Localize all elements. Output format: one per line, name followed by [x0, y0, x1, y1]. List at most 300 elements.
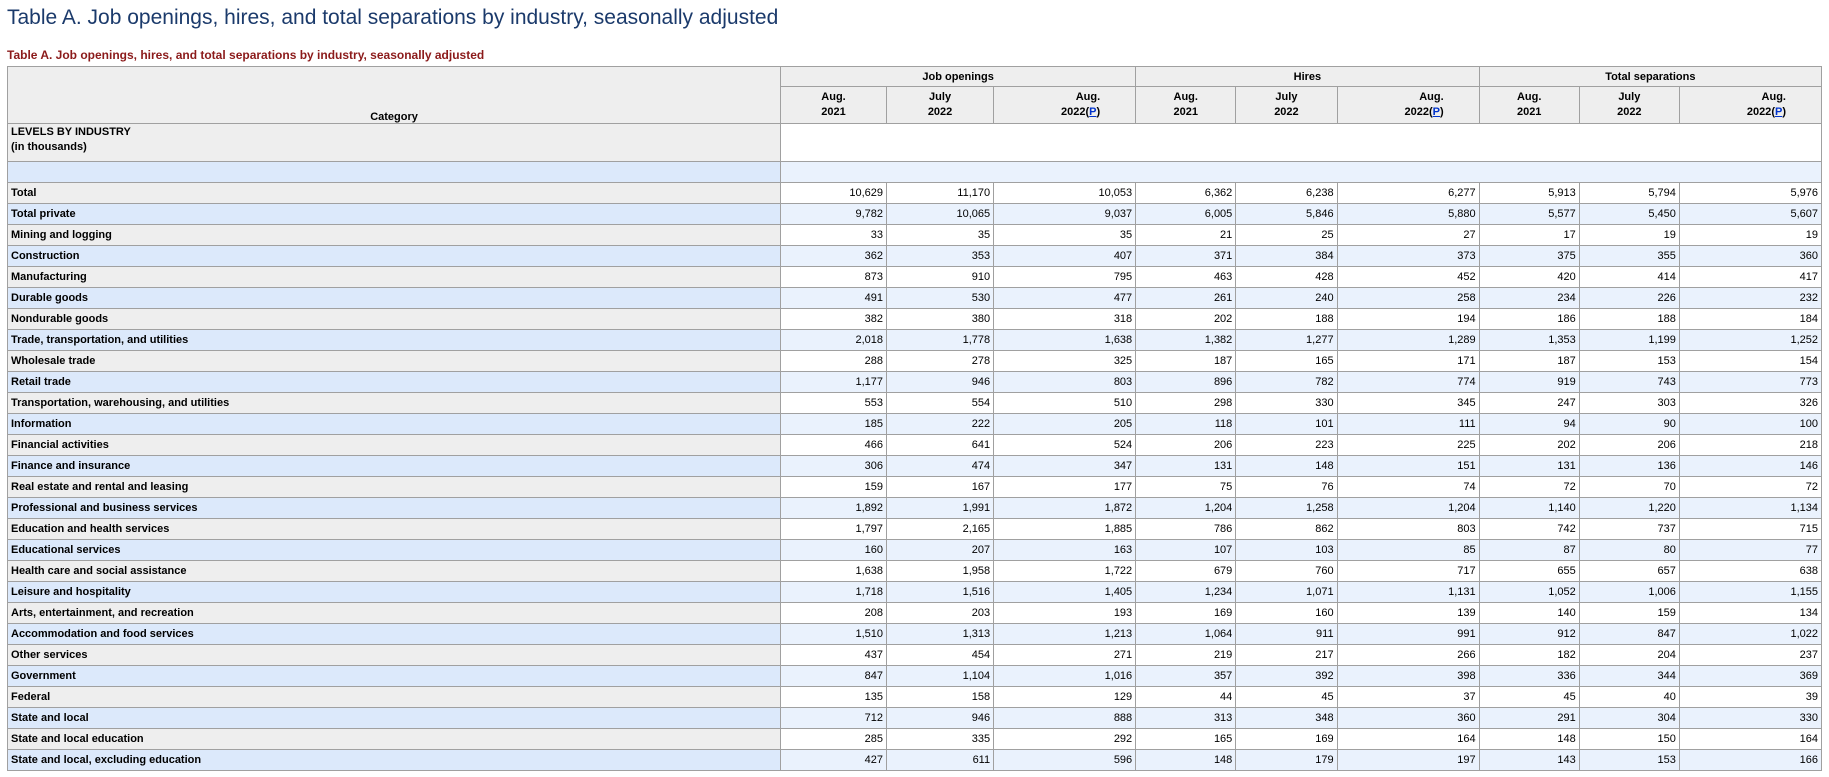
value-cell: 360 — [1679, 246, 1821, 267]
value-cell: 10,053 — [994, 183, 1136, 204]
value-cell: 896 — [1136, 372, 1236, 393]
value-cell: 143 — [1479, 750, 1579, 771]
value-cell: 19 — [1679, 225, 1821, 246]
value-cell: 743 — [1579, 372, 1679, 393]
row-label: Professional and business services — [8, 498, 781, 519]
levels-section-label — [8, 124, 781, 162]
page-title: Table A. Job openings, hires, and total separations by industry, seasonally adjusted — [7, 6, 779, 29]
period-year: 2022 — [927, 106, 953, 118]
period-header — [1136, 87, 1236, 124]
value-cell: 205 — [994, 414, 1136, 435]
value-cell: 197 — [1337, 750, 1479, 771]
value-cell: 1,885 — [994, 519, 1136, 540]
value-cell: 427 — [781, 750, 887, 771]
value-cell: 1,277 — [1236, 330, 1337, 351]
value-cell: 530 — [887, 288, 994, 309]
period-month: July — [1275, 91, 1298, 103]
value-cell: 803 — [1337, 519, 1479, 540]
table-row — [8, 183, 1822, 204]
value-cell: 271 — [994, 645, 1136, 666]
value-cell: 5,450 — [1579, 204, 1679, 225]
row-label: Real estate and rental and leasing — [8, 477, 781, 498]
value-cell: 1,155 — [1679, 582, 1821, 603]
preliminary-footnote-link[interactable]: P — [1432, 106, 1440, 118]
spacer-cell — [781, 162, 1822, 183]
value-cell: 140 — [1479, 603, 1579, 624]
row-label: Retail trade — [8, 372, 781, 393]
value-cell: 466 — [781, 435, 887, 456]
value-cell: 1,382 — [1136, 330, 1236, 351]
value-cell: 1,313 — [887, 624, 994, 645]
group-header: Job openings — [781, 67, 1136, 87]
value-cell: 165 — [1136, 729, 1236, 750]
row-label: Other services — [8, 645, 781, 666]
value-cell: 679 — [1136, 561, 1236, 582]
value-cell: 1,022 — [1679, 624, 1821, 645]
value-cell: 414 — [1579, 267, 1679, 288]
value-cell: 11,170 — [887, 183, 994, 204]
value-cell: 159 — [1579, 603, 1679, 624]
value-cell: 1,204 — [1337, 498, 1479, 519]
period-year: 2021 — [1516, 106, 1542, 118]
value-cell: 154 — [1679, 351, 1821, 372]
period-header — [1579, 87, 1679, 124]
value-cell: 160 — [781, 540, 887, 561]
value-cell: 258 — [1337, 288, 1479, 309]
value-cell: 187 — [1136, 351, 1236, 372]
period-year: 2022 — [1617, 106, 1642, 118]
value-cell: 330 — [1679, 708, 1821, 729]
value-cell: 39 — [1679, 687, 1821, 708]
value-cell: 873 — [781, 267, 887, 288]
value-cell: 153 — [1579, 750, 1679, 771]
value-cell: 417 — [1679, 267, 1821, 288]
value-cell: 150 — [1579, 729, 1679, 750]
table-row — [8, 582, 1822, 603]
value-cell: 524 — [994, 435, 1136, 456]
value-cell: 1,131 — [1337, 582, 1479, 603]
value-cell: 202 — [1136, 309, 1236, 330]
value-cell: 1,234 — [1136, 582, 1236, 603]
value-cell: 795 — [994, 267, 1136, 288]
value-cell: 240 — [1236, 288, 1337, 309]
period-header: Aug. 2022(P) — [1337, 87, 1479, 124]
value-cell: 188 — [1236, 309, 1337, 330]
table-row — [8, 561, 1822, 582]
value-cell: 782 — [1236, 372, 1337, 393]
value-cell: 1,258 — [1236, 498, 1337, 519]
value-cell: 348 — [1236, 708, 1337, 729]
value-cell: 103 — [1236, 540, 1337, 561]
row-label: Total private — [8, 204, 781, 225]
period-header — [887, 87, 994, 124]
value-cell: 325 — [994, 351, 1136, 372]
value-cell: 398 — [1337, 666, 1479, 687]
value-cell: 226 — [1579, 288, 1679, 309]
row-label: Mining and logging — [8, 225, 781, 246]
value-cell: 1,177 — [781, 372, 887, 393]
value-cell: 5,913 — [1479, 183, 1579, 204]
value-cell: 638 — [1679, 561, 1821, 582]
row-label: Accommodation and food services — [8, 624, 781, 645]
table-row — [8, 498, 1822, 519]
value-cell: 347 — [994, 456, 1136, 477]
value-cell: 510 — [994, 393, 1136, 414]
row-label: Finance and insurance — [8, 456, 781, 477]
value-cell: 369 — [1679, 666, 1821, 687]
value-cell: 25 — [1236, 225, 1337, 246]
value-cell: 911 — [1236, 624, 1337, 645]
period-month: Aug. — [821, 91, 846, 103]
spacer-cell — [8, 162, 781, 183]
value-cell: 5,846 — [1236, 204, 1337, 225]
row-label: Education and health services — [8, 519, 781, 540]
period-header — [781, 87, 887, 124]
period-month: July — [1618, 91, 1641, 103]
value-cell: 657 — [1579, 561, 1679, 582]
value-cell: 318 — [994, 309, 1136, 330]
row-label: Educational services — [8, 540, 781, 561]
table-row — [8, 330, 1822, 351]
value-cell: 208 — [781, 603, 887, 624]
value-cell: 134 — [1679, 603, 1821, 624]
value-cell: 135 — [781, 687, 887, 708]
table-header — [8, 67, 1822, 124]
row-label: Nondurable goods — [8, 309, 781, 330]
value-cell: 847 — [781, 666, 887, 687]
table-row — [8, 729, 1822, 750]
value-cell: 266 — [1337, 645, 1479, 666]
value-cell: 6,362 — [1136, 183, 1236, 204]
value-cell: 164 — [1679, 729, 1821, 750]
value-cell: 9,782 — [781, 204, 887, 225]
value-cell: 371 — [1136, 246, 1236, 267]
value-cell: 153 — [1579, 351, 1679, 372]
value-cell: 1,991 — [887, 498, 994, 519]
value-cell: 74 — [1337, 477, 1479, 498]
period-year: 2022 — [1746, 106, 1772, 118]
value-cell: 10,065 — [887, 204, 994, 225]
period-header — [1236, 87, 1337, 124]
row-label: Federal — [8, 687, 781, 708]
value-cell: 596 — [994, 750, 1136, 771]
value-cell: 6,277 — [1337, 183, 1479, 204]
row-label: Health care and social assistance — [8, 561, 781, 582]
value-cell: 1,052 — [1479, 582, 1579, 603]
category-header: Category — [8, 67, 781, 124]
value-cell: 1,016 — [994, 666, 1136, 687]
table-row — [8, 372, 1822, 393]
value-cell: 159 — [781, 477, 887, 498]
value-cell: 1,722 — [994, 561, 1136, 582]
value-cell: 345 — [1337, 393, 1479, 414]
value-cell: 463 — [1136, 267, 1236, 288]
table-row — [8, 624, 1822, 645]
value-cell: 169 — [1136, 603, 1236, 624]
value-cell: 786 — [1136, 519, 1236, 540]
value-cell: 1,071 — [1236, 582, 1337, 603]
blank-cell — [781, 124, 1822, 162]
value-cell: 641 — [887, 435, 994, 456]
table-row — [8, 267, 1822, 288]
row-label: Information — [8, 414, 781, 435]
value-cell: 1,778 — [887, 330, 994, 351]
table-row — [8, 750, 1822, 771]
value-cell: 45 — [1479, 687, 1579, 708]
row-label: State and local — [8, 708, 781, 729]
value-cell: 33 — [781, 225, 887, 246]
row-label: State and local, excluding education — [8, 750, 781, 771]
value-cell: 222 — [887, 414, 994, 435]
value-cell: 304 — [1579, 708, 1679, 729]
table-row — [8, 204, 1822, 225]
row-label: Durable goods — [8, 288, 781, 309]
table-body — [8, 124, 1822, 771]
period-month: Aug. — [1173, 91, 1198, 103]
value-cell: 384 — [1236, 246, 1337, 267]
value-cell: 737 — [1579, 519, 1679, 540]
value-cell: 77 — [1679, 540, 1821, 561]
value-cell: 2,018 — [781, 330, 887, 351]
value-cell: 10,629 — [781, 183, 887, 204]
period-month: Aug. — [1516, 91, 1542, 103]
value-cell: 5,577 — [1479, 204, 1579, 225]
value-cell: 75 — [1136, 477, 1236, 498]
value-cell: 232 — [1679, 288, 1821, 309]
value-cell: 148 — [1236, 456, 1337, 477]
value-cell: 261 — [1136, 288, 1236, 309]
value-cell: 1,006 — [1579, 582, 1679, 603]
value-cell: 1,405 — [994, 582, 1136, 603]
table-row — [8, 603, 1822, 624]
value-cell: 355 — [1579, 246, 1679, 267]
value-cell: 19 — [1579, 225, 1679, 246]
value-cell: 288 — [781, 351, 887, 372]
value-cell: 1,064 — [1136, 624, 1236, 645]
table-row — [8, 666, 1822, 687]
table-row — [8, 393, 1822, 414]
value-cell: 136 — [1579, 456, 1679, 477]
value-cell: 491 — [781, 288, 887, 309]
preliminary-footnote-link[interactable]: P — [1774, 106, 1783, 118]
value-cell: 217 — [1236, 645, 1337, 666]
value-cell: 185 — [781, 414, 887, 435]
value-cell: 375 — [1479, 246, 1579, 267]
value-cell: 773 — [1679, 372, 1821, 393]
value-cell: 6,238 — [1236, 183, 1337, 204]
row-label: Wholesale trade — [8, 351, 781, 372]
value-cell: 90 — [1579, 414, 1679, 435]
value-cell: 76 — [1236, 477, 1337, 498]
row-label: Construction — [8, 246, 781, 267]
value-cell: 291 — [1479, 708, 1579, 729]
value-cell: 912 — [1479, 624, 1579, 645]
value-cell: 169 — [1236, 729, 1337, 750]
value-cell: 742 — [1479, 519, 1579, 540]
value-cell: 717 — [1337, 561, 1479, 582]
value-cell: 139 — [1337, 603, 1479, 624]
value-cell: 1,958 — [887, 561, 994, 582]
value-cell: 167 — [887, 477, 994, 498]
period-header — [1479, 87, 1579, 124]
value-cell: 1,204 — [1136, 498, 1236, 519]
value-cell: 1,638 — [781, 561, 887, 582]
row-label: Government — [8, 666, 781, 687]
row-label: Manufacturing — [8, 267, 781, 288]
value-cell: 298 — [1136, 393, 1236, 414]
value-cell: 760 — [1236, 561, 1337, 582]
value-cell: 247 — [1479, 393, 1579, 414]
value-cell: 186 — [1479, 309, 1579, 330]
value-cell: 206 — [1136, 435, 1236, 456]
value-cell: 1,872 — [994, 498, 1136, 519]
value-cell: 477 — [994, 288, 1136, 309]
value-cell: 80 — [1579, 540, 1679, 561]
table-row — [8, 309, 1822, 330]
value-cell: 306 — [781, 456, 887, 477]
data-table — [7, 66, 1822, 771]
value-cell: 171 — [1337, 351, 1479, 372]
value-cell: 946 — [887, 372, 994, 393]
value-cell: 6,005 — [1136, 204, 1236, 225]
value-cell: 187 — [1479, 351, 1579, 372]
value-cell: 1,797 — [781, 519, 887, 540]
table-row — [8, 687, 1822, 708]
value-cell: 1,289 — [1337, 330, 1479, 351]
value-cell: 437 — [781, 645, 887, 666]
value-cell: 380 — [887, 309, 994, 330]
table-row — [8, 519, 1822, 540]
value-cell: 223 — [1236, 435, 1337, 456]
value-cell: 336 — [1479, 666, 1579, 687]
value-cell: 1,892 — [781, 498, 887, 519]
value-cell: 1,140 — [1479, 498, 1579, 519]
value-cell: 292 — [994, 729, 1136, 750]
table-row — [8, 708, 1822, 729]
value-cell: 100 — [1679, 414, 1821, 435]
value-cell: 407 — [994, 246, 1136, 267]
value-cell: 237 — [1679, 645, 1821, 666]
levels-title: LEVELS BY INDUSTRY — [11, 126, 131, 138]
value-cell: 35 — [887, 225, 994, 246]
period-month: Aug. — [1761, 91, 1786, 103]
value-cell: 219 — [1136, 645, 1236, 666]
value-cell: 158 — [887, 687, 994, 708]
value-cell: 278 — [887, 351, 994, 372]
value-cell: 1,510 — [781, 624, 887, 645]
value-cell: 5,880 — [1337, 204, 1479, 225]
value-cell: 991 — [1337, 624, 1479, 645]
period-year: 2021 — [821, 106, 846, 118]
value-cell: 655 — [1479, 561, 1579, 582]
value-cell: 72 — [1679, 477, 1821, 498]
value-cell: 803 — [994, 372, 1136, 393]
value-cell: 206 — [1579, 435, 1679, 456]
value-cell: 5,976 — [1679, 183, 1821, 204]
value-cell: 862 — [1236, 519, 1337, 540]
period-month: Aug. — [1419, 91, 1444, 103]
value-cell: 1,638 — [994, 330, 1136, 351]
period-header: Aug. 2022(P) — [994, 87, 1136, 124]
value-cell: 202 — [1479, 435, 1579, 456]
table-row — [8, 435, 1822, 456]
value-cell: 35 — [994, 225, 1136, 246]
value-cell: 1,220 — [1579, 498, 1679, 519]
value-cell: 392 — [1236, 666, 1337, 687]
value-cell: 2,165 — [887, 519, 994, 540]
value-cell: 712 — [781, 708, 887, 729]
value-cell: 1,134 — [1679, 498, 1821, 519]
value-cell: 420 — [1479, 267, 1579, 288]
value-cell: 357 — [1136, 666, 1236, 687]
value-cell: 203 — [887, 603, 994, 624]
value-cell: 1,252 — [1679, 330, 1821, 351]
table-row — [8, 477, 1822, 498]
value-cell: 373 — [1337, 246, 1479, 267]
value-cell: 44 — [1136, 687, 1236, 708]
period-month: July — [929, 91, 952, 103]
period-year: 2022 — [1404, 106, 1429, 118]
value-cell: 9,037 — [994, 204, 1136, 225]
row-label: Trade, transportation, and utilities — [8, 330, 781, 351]
table-caption: Table A. Job openings, hires, and total separations by industry, seasonally adjusted — [7, 48, 485, 62]
value-cell: 17 — [1479, 225, 1579, 246]
value-cell: 118 — [1136, 414, 1236, 435]
value-cell: 37 — [1337, 687, 1479, 708]
value-cell: 234 — [1479, 288, 1579, 309]
value-cell: 5,794 — [1579, 183, 1679, 204]
value-cell: 101 — [1236, 414, 1337, 435]
value-cell: 111 — [1337, 414, 1479, 435]
value-cell: 611 — [887, 750, 994, 771]
table-row — [8, 225, 1822, 246]
value-cell: 218 — [1679, 435, 1821, 456]
period-month: Aug. — [1075, 91, 1101, 103]
value-cell: 164 — [1337, 729, 1479, 750]
table-row — [8, 414, 1822, 435]
row-label: Arts, entertainment, and recreation — [8, 603, 781, 624]
value-cell: 715 — [1679, 519, 1821, 540]
value-cell: 1,718 — [781, 582, 887, 603]
value-cell: 225 — [1337, 435, 1479, 456]
value-cell: 177 — [994, 477, 1136, 498]
value-cell: 554 — [887, 393, 994, 414]
period-header: Aug. 2022(P) — [1679, 87, 1821, 124]
value-cell: 160 — [1236, 603, 1337, 624]
value-cell: 166 — [1679, 750, 1821, 771]
value-cell: 919 — [1479, 372, 1579, 393]
value-cell: 330 — [1236, 393, 1337, 414]
row-label: Financial activities — [8, 435, 781, 456]
row-label: Leisure and hospitality — [8, 582, 781, 603]
period-year: 2022 — [1061, 106, 1086, 118]
value-cell: 45 — [1236, 687, 1337, 708]
value-cell: 344 — [1579, 666, 1679, 687]
value-cell: 553 — [781, 393, 887, 414]
value-cell: 313 — [1136, 708, 1236, 729]
group-header: Hires — [1136, 67, 1479, 87]
value-cell: 131 — [1136, 456, 1236, 477]
value-cell: 194 — [1337, 309, 1479, 330]
row-label: Transportation, warehousing, and utilities — [8, 393, 781, 414]
group-header: Total separations — [1479, 67, 1821, 87]
value-cell: 910 — [887, 267, 994, 288]
table-row — [8, 246, 1822, 267]
value-cell: 353 — [887, 246, 994, 267]
value-cell: 27 — [1337, 225, 1479, 246]
preliminary-footnote-link[interactable]: P — [1089, 106, 1097, 118]
value-cell: 40 — [1579, 687, 1679, 708]
